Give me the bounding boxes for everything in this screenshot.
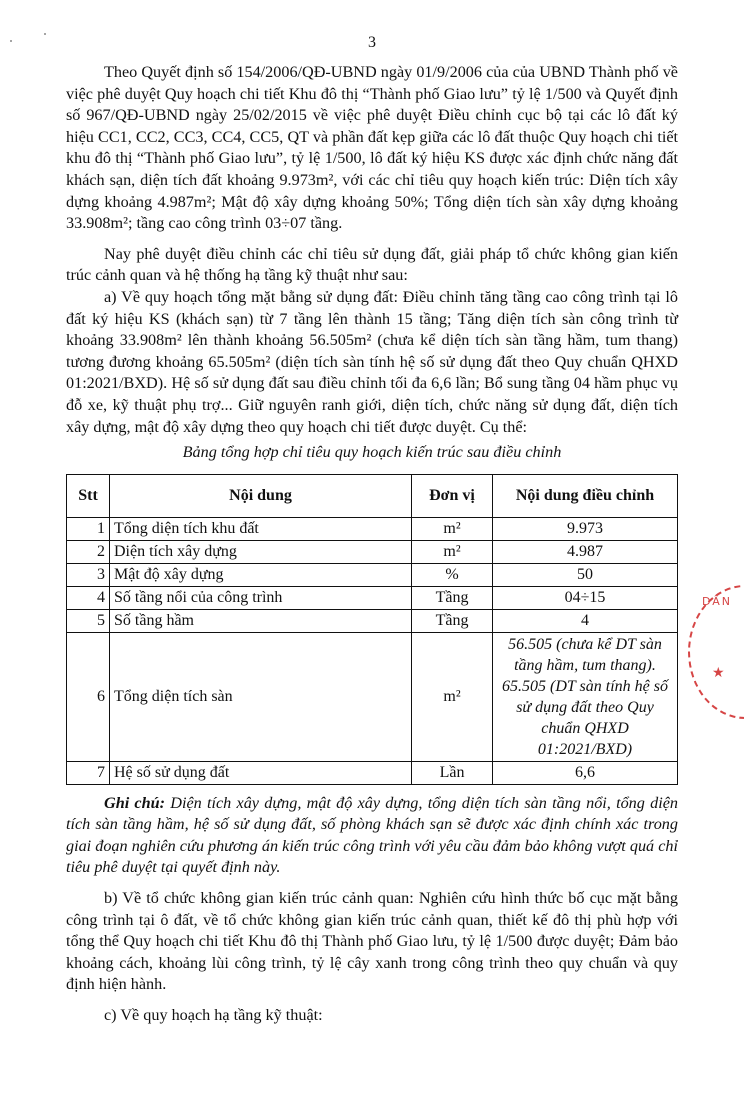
header-stt: Stt bbox=[67, 474, 110, 517]
row-unit: m² bbox=[412, 517, 493, 540]
row-unit: Tầng bbox=[412, 609, 493, 632]
row-value: 50 bbox=[493, 563, 678, 586]
floor-area-excluding-basement: 56.505 (chưa kể DT sàn tầng hầm, tum thang). bbox=[508, 635, 662, 674]
row-unit: % bbox=[412, 563, 493, 586]
row-content: Hệ số sử dụng đất bbox=[110, 761, 412, 784]
paragraph-architecture-space: b) Về tổ chức không gian kiến trúc cảnh quan: Nghiên cứu hình thức bố cục mặt bằng công trình tại ô đất, về tổ chức không gian kiến trúc cảnh quan, thiết kế đô thị phù hợp với tổng thể Quy hoạch chi tiết Khu đô thị Thành phố Giao lưu, tỷ lệ 1/500 được duyệt; Đảm bảo khoảng cách, khoảng lùi công trình, tỷ lệ cây xanh trong công trình theo quy chuẩn và quy định hiện hành. bbox=[66, 889, 678, 994]
note-text: Diện tích xây dựng, mật độ xây dựng, tổng diện tích sàn tầng nổi, tổng diện tích sàn tầng hầm, hệ số sử dụng đất, số phòng khách sạn sẽ được xác định chính xác trong giai đoạn nghiên cứu phương án kiến trúc công trình với yêu cầu đảm bảo không vượt quá chỉ tiêu phê duyệt tại quyết định này. bbox=[66, 793, 678, 877]
paragraph-land-use-plan: a) Về quy hoạch tổng mặt bằng sử dụng đất: Điều chỉnh tăng tầng cao công trình tại lô đất ký hiệu KS (khách sạn) từ 7 tầng lên thành 15 tầng; Tăng diện tích sàn công trình từ khoảng 33.908m² lên thành khoảng 56.505m² (chưa kể diện tích sàn tầng hầm, tum thang) tương đương khoảng 65.505m² (diện tích sàn tính hệ số sử dụng đất theo Quy chuẩn QHXD 01:2021/BXD). Hệ số sử dụng đất sau điều chỉnh tối đa 6,6 lần; Bổ sung tầng 04 hầm phục vụ đỗ xe, kỹ thuật phụ trợ... Giữ nguyên ranh giới, diện tích, chức năng sử dụng đất, diện tích xây dựng, mật độ xây dựng theo quy hoạch chi tiết được duyệt. Cụ thể: bbox=[66, 287, 678, 436]
note-label: Ghi chú: bbox=[104, 793, 166, 812]
row-value: 9.973 bbox=[493, 517, 678, 540]
table-row bbox=[67, 761, 678, 784]
table-row bbox=[67, 632, 678, 761]
row-number: 2 bbox=[67, 540, 110, 563]
paragraph-decision-background: Theo Quyết định số 154/2006/QĐ-UBND ngày 01/9/2006 của của UBND Thành phố về việc phê duyệt Quy hoạch chi tiết Khu đô thị “Thành phố Giao lưu” tỷ lệ 1/500 và Quyết định số 967/QĐ-UBND ngày 25/02/2015 về việc phê duyệt Điều chỉnh cục bộ tại các lô đất ký hiệu CC1, CC2, CC3, CC4, CC5, QT và phần đất kẹp giữa các lô đất thuộc Quy hoạch chi tiết khu đô thị “Thành phố Giao lưu”, tỷ lệ 1/500, lô đất ký hiệu KS được xác định chức năng đất khách sạn, diện tích đất khoảng 9.973m², với các chỉ tiêu quy hoạch kiến trúc: Diện tích xây dựng khoảng 4.987m²; Mật độ xây dựng khoảng 50%; Tổng diện tích sàn xây dựng khoảng 33.908m²; tầng cao công trình 03÷07 tầng. bbox=[66, 63, 678, 233]
row-value: 4 bbox=[493, 609, 678, 632]
table-header-row bbox=[67, 474, 678, 517]
row-value: 04÷15 bbox=[493, 586, 678, 609]
row-number: 7 bbox=[67, 761, 110, 784]
seal-star-icon: ★ bbox=[712, 666, 725, 681]
row-content: Số tầng nổi của công trình bbox=[110, 586, 412, 609]
red-seal-stamp bbox=[688, 585, 744, 719]
row-number: 3 bbox=[67, 563, 110, 586]
row-number: 4 bbox=[67, 586, 110, 609]
header-unit: Đơn vị bbox=[412, 474, 493, 517]
row-number: 5 bbox=[67, 609, 110, 632]
row-unit: Tầng bbox=[412, 586, 493, 609]
seal-lettering: DÂN bbox=[702, 595, 733, 608]
row-unit: m² bbox=[412, 540, 493, 563]
header-content: Nội dung bbox=[110, 474, 412, 517]
table-row bbox=[67, 563, 678, 586]
row-unit: m² bbox=[412, 632, 493, 761]
table-row bbox=[67, 586, 678, 609]
table-row bbox=[67, 609, 678, 632]
row-unit: Lần bbox=[412, 761, 493, 784]
row-content: Tổng diện tích khu đất bbox=[110, 517, 412, 540]
header-adjusted-value: Nội dung điều chỉnh bbox=[493, 474, 678, 517]
row-value: 6,6 bbox=[493, 761, 678, 784]
page-number: 3 bbox=[368, 34, 376, 51]
row-number: 6 bbox=[67, 632, 110, 761]
planning-indicators-table bbox=[66, 474, 678, 785]
row-value-floor-area bbox=[493, 632, 678, 761]
table-caption: Bảng tổng hợp chỉ tiêu quy hoạch kiến trúc sau điều chỉnh bbox=[182, 443, 562, 462]
floor-area-for-land-use-coefficient: 65.505 (DT sàn tính hệ số sử dụng đất theo Quy chuẩn QHXD 01:2021/BXD) bbox=[502, 677, 668, 758]
row-content: Diện tích xây dựng bbox=[110, 540, 412, 563]
document-body bbox=[66, 62, 678, 1027]
row-content: Mật độ xây dựng bbox=[110, 563, 412, 586]
paragraph-approval-intro: Nay phê duyệt điều chỉnh các chỉ tiêu sử dụng đất, giải pháp tổ chức không gian kiến trúc cảnh quan và hệ thống hạ tầng kỹ thuật như sau: bbox=[66, 244, 678, 285]
table-row bbox=[67, 517, 678, 540]
note-paragraph bbox=[66, 793, 678, 879]
row-value: 4.987 bbox=[493, 540, 678, 563]
row-content: Tổng diện tích sàn bbox=[110, 632, 412, 761]
paragraph-infrastructure-heading: c) Về quy hoạch hạ tầng kỹ thuật: bbox=[104, 1006, 323, 1025]
row-content: Số tầng hầm bbox=[110, 609, 412, 632]
row-number: 1 bbox=[67, 517, 110, 540]
table-row bbox=[67, 540, 678, 563]
